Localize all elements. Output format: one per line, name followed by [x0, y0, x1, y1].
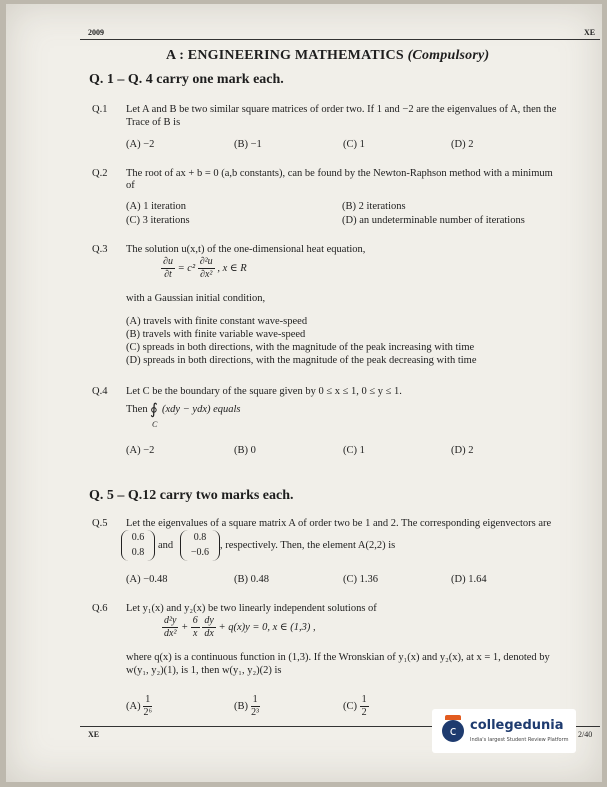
- q3-option-a[interactable]: (A) travels with finite constant wave-speed: [126, 316, 308, 327]
- q3-eq-rhs: $\frac{\text{∂²u}}{\text{∂x²}}$: [199, 256, 213, 280]
- q3-heat-equation: [161, 256, 247, 281]
- q3-text-line2: with a Gaussian initial condition,: [126, 293, 266, 304]
- q5-option-a[interactable]: (A) −0.48: [126, 574, 168, 585]
- footer-paper-code: XE: [88, 730, 100, 739]
- q1-option-d[interactable]: (D) 2: [451, 139, 474, 150]
- q6-ode-term1: $\frac{\text{d²y}}{\text{dx²}}$: [164, 615, 177, 639]
- q5-number: Q.5: [92, 518, 108, 529]
- q5-option-c[interactable]: (C) 1.36: [343, 574, 378, 585]
- q5-v1-top: 0.6: [131, 532, 145, 543]
- q5-eigenvector-2: [180, 530, 220, 561]
- q2-option-b[interactable]: (B) 2 iterations: [342, 201, 406, 212]
- title-qualifier: (Compulsory): [407, 48, 490, 63]
- q6-option-c-value: $\frac{1}{2}$: [361, 694, 367, 718]
- q4-contour-label: C: [152, 420, 158, 429]
- page-title: [166, 48, 489, 64]
- q6-number: Q.6: [92, 603, 108, 614]
- q6-option-a[interactable]: [126, 694, 152, 719]
- q1-text-line2: Trace of B is: [126, 117, 181, 128]
- q4-then: Then: [126, 404, 148, 415]
- collegedunia-logo-icon: c: [442, 720, 464, 742]
- q2-text-line2: of: [126, 180, 135, 191]
- q6-option-a-value: $\frac{1}{\text{2⁶}}$: [143, 694, 152, 718]
- header-year: 2009: [88, 28, 104, 37]
- section-one-mark: Q. 1 – Q. 4 carry one mark each.: [89, 72, 284, 87]
- q2-option-d[interactable]: (D) an undeterminable number of iterations: [342, 215, 525, 226]
- q6-text-line1: Let y₁(x) and y₂(x) be two linearly independent solutions of: [126, 603, 377, 614]
- q4-option-a[interactable]: (A) −2: [126, 445, 155, 456]
- q1-option-c[interactable]: (C) 1: [343, 139, 365, 150]
- q4-option-d[interactable]: (D) 2: [451, 445, 474, 456]
- q3-option-b[interactable]: (B) travels with finite variable wave-speed: [126, 329, 306, 340]
- exam-page: [6, 4, 602, 782]
- q1-text-line1: Let A and B be two similar square matrices of order two. If 1 and −2 are the eigenvalues of A, then the: [126, 104, 557, 115]
- q1-number: Q.1: [92, 104, 108, 115]
- q6-option-b-value: $\frac{1}{\text{2³}}$: [251, 694, 260, 718]
- q2-option-c[interactable]: (C) 3 iterations: [126, 215, 190, 226]
- q3-eq-tail: , x ∈ R: [217, 262, 247, 274]
- q4-number: Q.4: [92, 386, 108, 397]
- section-two-mark: Q. 5 – Q.12 carry two marks each.: [89, 488, 294, 503]
- q6-text-line3: w(y₁, y₂)(1), is 1, then w(y₁, y₂)(2) is: [126, 665, 282, 676]
- q3-option-d[interactable]: (D) spreads in both directions, with the magnitude of the peak decreasing with time: [126, 355, 477, 366]
- q5-v2-bottom: −0.6: [190, 547, 210, 558]
- q6-ode-term2: $\frac{dy}{dx}$: [204, 615, 214, 639]
- q3-option-c[interactable]: (C) spreads in both directions, with the magnitude of the peak increasing with time: [126, 342, 475, 353]
- q6-option-b-label: (B): [234, 700, 248, 712]
- q3-eq-mid: = c²: [177, 262, 196, 274]
- collegedunia-logo-name: collegedunia: [470, 718, 564, 733]
- q2-text-line1: The root of ax + b = 0 (a,b constants), can be found by the Newton-Raphson method with a minimum: [126, 168, 553, 179]
- q6-text-line2: where q(x) is a continuous function in (1,3). If the Wronskian of y₁(x) and y₂(x), at x = 1, denoted by: [126, 652, 550, 663]
- q5-text-line1: Let the eigenvalues of a square matrix A of order two be 1 and 2. The corresponding eigenvectors are: [126, 518, 552, 529]
- q5-v2-top: 0.8: [193, 532, 207, 543]
- footer-page-number: 2/40: [578, 730, 593, 739]
- q5-eigenvector-1: [121, 530, 155, 561]
- q5-option-b[interactable]: (B) 0.48: [234, 574, 269, 585]
- q6-ode: [162, 615, 316, 640]
- q6-ode-tail: + q(x)y = 0, x ∈ (1,3) ,: [218, 621, 316, 633]
- q5-and: and: [158, 540, 174, 551]
- q6-ode-plus: +: [181, 621, 189, 633]
- q5-v1-bottom: 0.8: [131, 547, 145, 558]
- collegedunia-watermark: [432, 709, 576, 753]
- q4-integrand: (xdy − ydx) equals: [162, 404, 241, 415]
- q5-option-d[interactable]: (D) 1.64: [451, 574, 487, 585]
- q1-option-b[interactable]: (B) −1: [234, 139, 262, 150]
- q6-option-c[interactable]: [343, 694, 369, 719]
- q2-number: Q.2: [92, 168, 108, 179]
- q6-option-c-label: (C): [343, 700, 357, 712]
- q2-option-a[interactable]: (A) 1 iteration: [126, 201, 187, 212]
- q4-option-b[interactable]: (B) 0: [234, 445, 256, 456]
- q6-option-b[interactable]: [234, 694, 260, 719]
- q5-text-tail: , respectively. Then, the element A(2,2) is: [220, 540, 396, 551]
- header-paper-code: XE: [584, 28, 596, 37]
- q1-option-a[interactable]: (A) −2: [126, 139, 155, 150]
- collegedunia-logo-tagline: India's largest Student Review Platform: [470, 737, 569, 743]
- q3-number: Q.3: [92, 244, 108, 255]
- q6-ode-coef: $\frac{6}{x}$: [192, 615, 198, 639]
- title-main: A : ENGINEERING MATHEMATICS: [166, 48, 404, 63]
- q4-text-line1: Let C be the boundary of the square given by 0 ≤ x ≤ 1, 0 ≤ y ≤ 1.: [126, 386, 402, 397]
- header-rule: [80, 39, 600, 40]
- q4-option-c[interactable]: (C) 1: [343, 445, 365, 456]
- q3-text-line1: The solution u(x,t) of the one-dimensional heat equation,: [126, 244, 366, 255]
- q3-eq-lhs: $\frac{\partial u}{\partial t}$: [163, 256, 173, 280]
- q4-contour-integral-sign: ∮: [150, 402, 158, 418]
- q6-option-a-label: (A): [126, 700, 141, 712]
